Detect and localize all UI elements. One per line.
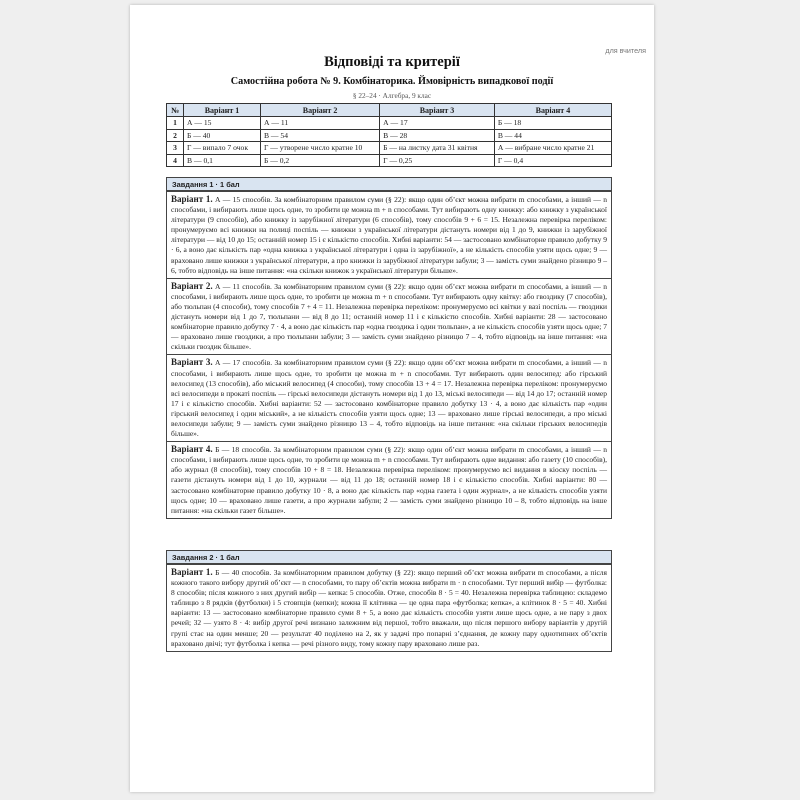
table-cell: В — 44 [494,129,611,142]
variant-text: А — 15 способів. За комбінаторним правилом суми (§ 22): якщо один об’єкт можна вибрати m способами, а інший — n способами, і вибирають лише щось одне, то зробити це можна m + n способами. Тут вибирають одну книжку: або книжку з української літератури (9 способів), або книжку із зарубіжної літератури (6 способів), тому способів 9 + 6 = 15. Незалежна перевірка переліком: пронумеруємо всі книжки на полиці поспіль — книжки з української літератури дістануть номери від 1 до 9, книжки із зарубіжної літератури — від 10 до 15; останній номер 15 і є кількістю способів. Хибні варіанти: 54 — застосовано комбінаторне правило добутку 9 · 6, а воно дає кількість пар «одна книжка з української літератури і одна із зарубіжної», а не кількість способів узяти щось одне; 9 — враховано лише книжки з української літератури, а про книжки із зарубіжної літератури забули; 3 — замість суми знайдено різницю 9 – 6, тобто відповідь на інше питання: «на скільки книжок з української літератури більше». [171,195,607,275]
table-row [167,154,612,167]
table-cell: Б — 40 [184,129,261,142]
table-cell: А — вибране число кратне 21 [494,142,611,155]
row-number: 3 [167,142,184,155]
variant-label: Варіант 3. [171,357,213,368]
header-cell-variant-2: Варіант 2 [260,104,379,117]
table-cell: В — 0,1 [184,154,261,167]
table-cell: Г — випало 7 очок [184,142,261,155]
task-1-block [166,177,612,519]
document-page [130,5,654,792]
task-2-variant-1 [167,564,611,651]
variant-text: А — 17 способів. За комбінаторним правилом суми (§ 22): якщо один об’єкт можна вибрати m способами, а інший — n способами, і вибирають лише щось одне, то зробити це можна m + n способами. Тут вибирають один велосипед: або гірський велосипед (13 способів), або міський велосипед (4 способи), тому способів 13 + 4 = 17. Незалежна перевірка переліком: пронумеруємо всі велосипеди в прокаті поспіль — гірські велосипеди дістануть номери від 1 до 13, міські велосипеди — від 14 до 17; останній номер 17 і є кількістю способів. Хибні варіанти: 52 — застосовано комбінаторне правило добутку 13 · 4, а воно дає кількість пар «один гірський велосипед і один міський», а не кількість способів узяти щось одне; 13 — враховано лише гірські велосипеди, а про міські велосипеди забули; 9 — замість суми знайдено різницю 13 – 4, тобто відповідь на інше питання: «на скільки гірських велосипедів більше». [171,358,607,439]
variant-text: А — 11 способів. За комбінаторним правилом суми (§ 22): якщо один об’єкт можна вибрати m способами, а інший — n способами, і вибирають лише щось одне, то зробити це можна m + n способами. Тут вибирають одну квітку: або гвоздику (7 способів), або тюльпан (4 способи), тому способів 7 + 4 = 11. Незалежна перевірка переліком: пронумеруємо всі квітки у вазі поспіль — гвоздики дістануть номери від 1 до 7, тюльпани — від 8 до 11; останній номер 11 і є кількістю способів. Хибні варіанти: 28 — застосовано комбінаторне правило добутку 7 · 4, а воно дає кількість пар «одна гвоздика і один тюльпан», а не кількість способів узяти щось одне; 7 — враховано лише гвоздики, а про тюльпани забули; 3 — замість суми знайдено різницю 7 – 4, тобто відповідь на інше питання: «на скільки гвоздик більше». [171,281,607,352]
table-row [167,142,612,155]
variant-text: Б — 40 способів. За комбінаторним правилом добутку (§ 22): якщо перший об’єкт можна вибрати m способами, а після кожного такого вибору другий об’єкт — n способами, то пару об’єктів можна вибрати m · n способами. Тут перший вибір — футболка: 8 способів; після кожного з них другий вибір — кепка: 5 способів. Отже, способів 8 · 5 = 40. Незалежна перевірка таблицею: складемо таблицю з 8 рядків (футболки) і 5 стовпців (кепки); кожна її клітинка — це одна пара «футболка; кепка», а клітинок 8 · 5 = 40. Хибні варіанти: 13 — застосовано комбінаторне правило суми 8 + 5, а воно дає кількість способів узяти лише щось одне, а не пару з двох речей; 32 — узято 8 · 4: вибір другої речі визнано залежним від першої, тобто вважали, що після першого вибору варіантів у другій групі стає на один менше; 20 — результат 40 поділено на 2, як у задачі про попарні з’єднання, де кожну пару однотипних об’єктів враховано двічі; тут футболка і кепка — речі різного виду, тому кожну пару враховано лише раз. [171,568,608,648]
task-2-block [166,550,612,652]
task-2-header: Завдання 2 · 1 бал [167,551,611,564]
table-cell: Г — 0,4 [494,154,611,167]
section-reference: § 22–24 · Алгебра, 9 клас [352,91,432,100]
variant-label: Варіант 1. [171,567,213,577]
row-number: 2 [167,129,184,142]
answers-table [166,103,612,167]
task-1-variant-3 [167,354,611,441]
table-cell: В — 54 [260,129,379,142]
task-1-variant-4 [167,441,611,518]
row-number: 4 [167,154,184,167]
table-cell: В — 28 [380,129,495,142]
header-cell-variant-4: Варіант 4 [494,104,611,117]
task-1-variant-2 [167,278,611,355]
table-cell: Г — утворене число кратне 10 [260,142,379,155]
table-cell: Б — 0,2 [260,154,379,167]
task-1-variant-1 [167,191,611,278]
header-cell-variant-1: Варіант 1 [184,104,261,117]
header-cell-number: № [167,104,184,117]
table-cell: А — 15 [184,117,261,130]
variant-label: Варіант 4. [171,444,213,455]
page-subtitle: Самостійна робота № 9. Комбінаторика. Ймовірність випадкової події [230,76,554,87]
table-cell: Б — 18 [494,117,611,130]
table-header-row [167,104,612,117]
variant-label: Варіант 1. [171,194,213,204]
variant-label: Варіант 2. [171,280,213,291]
table-row [167,117,612,130]
task-1-header: Завдання 1 · 1 бал [167,178,611,191]
corner-note: для вчителя [605,46,646,55]
page-title: Відповіді та критерії [324,54,460,70]
table-cell: А — 11 [260,117,379,130]
table-cell: Б — на листку дата 31 квітня [380,142,495,155]
table-cell: А — 17 [380,117,495,130]
header-cell-variant-3: Варіант 3 [380,104,495,117]
table-row [167,129,612,142]
table-cell: Г — 0,25 [380,154,495,167]
variant-text: Б — 18 способів. За комбінаторним правилом суми (§ 22): якщо один об’єкт можна вибрати m способами, а інший — n способами, і вибирають лише щось одне, то зробити це можна m + n способами. Тут вибирають одне видання: або газету (10 способів), або журнал (8 способів), тому способів 10 + 8 = 18. Незалежна перевірка переліком: пронумеруємо всі видання в кіоску поспіль — газети дістануть номери від 1 до 10, журнали — від 11 до 18; останній номер 18 і є кількістю способів. Хибні варіанти: 80 — застосовано комбінаторне правило добутку 10 · 8, а воно дає кількість пар «одна газета і один журнал», а не кількість способів узяти щось одне; 10 — враховано лише газети, а про журнали забули; 2 — замість суми знайдено різницю 10 – 8, тобто відповідь на інше питання: «на скільки газет більше». [171,445,608,515]
row-number: 1 [167,117,184,130]
